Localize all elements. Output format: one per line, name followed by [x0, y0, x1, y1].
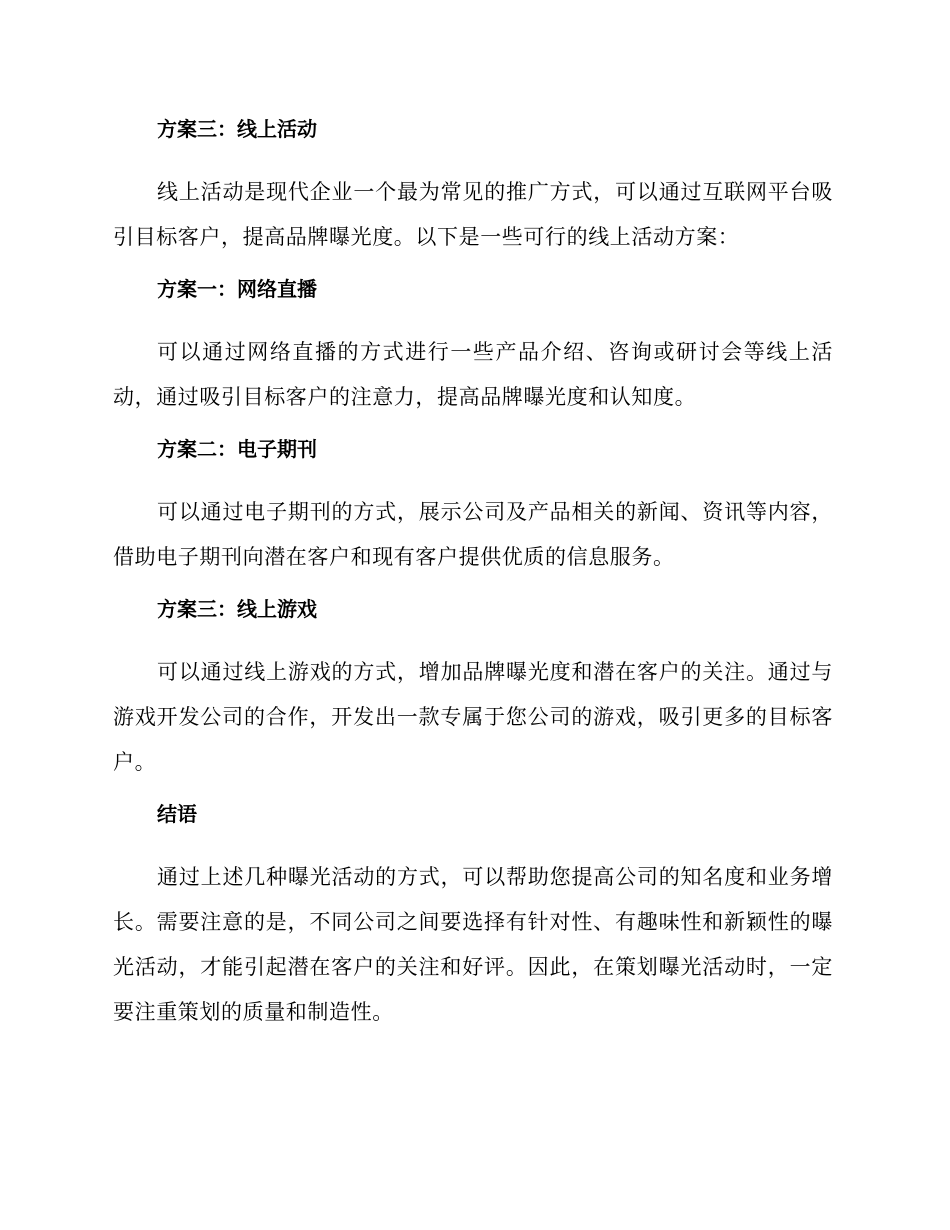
- section-paragraph-online-games: 可以通过线上游戏的方式，增加品牌曝光度和潜在客户的关注。通过与游戏开发公司的合作，开发出一款专属于您公司的游戏，吸引更多的目标客户。: [113, 660, 833, 774]
- section-paragraph-live-streaming: 可以通过网络直播的方式进行一些产品介绍、咨询或研讨会等线上活动，通过吸引目标客户的注意力，提高品牌曝光度和认知度。: [113, 340, 833, 409]
- section-paragraph-e-journal: 可以通过电子期刊的方式，展示公司及产品相关的新闻、资讯等内容，借助电子期刊向潜在客户和现有客户提供优质的信息服务。: [113, 500, 833, 569]
- document-body: [113, 112, 833, 1047]
- section-heading-online-activities: 方案三：线上活动: [157, 117, 317, 141]
- section-heading-e-journal: 方案二：电子期刊: [157, 437, 317, 461]
- section-heading-conclusion: 结语: [157, 802, 197, 826]
- section-heading-live-streaming: 方案一：网络直播: [157, 277, 317, 301]
- section-heading-online-games: 方案三：线上游戏: [157, 597, 317, 621]
- section-paragraph-online-activities: 线上活动是现代企业一个最为常见的推广方式，可以通过互联网平台吸引目标客户，提高品牌曝光度。以下是一些可行的线上活动方案：: [113, 180, 833, 249]
- section-paragraph-conclusion: 通过上述几种曝光活动的方式，可以帮助您提高公司的知名度和业务增长。需要注意的是，不同公司之间要选择有针对性、有趣味性和新颖性的曝光活动，才能引起潜在客户的关注和好评。因此，在策划曝光活动时，一定要注重策划的质量和制造性。: [113, 865, 833, 1024]
